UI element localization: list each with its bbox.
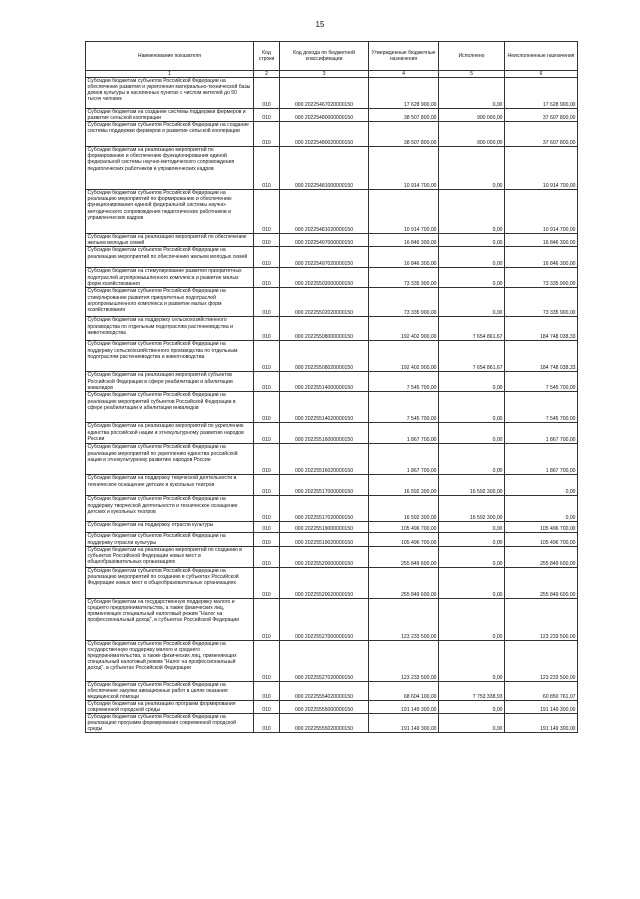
row-executed: 0,00	[439, 190, 505, 234]
row-income-code: 000 20225480000000150	[280, 109, 369, 122]
row-remaining: 184 748 038,33	[505, 317, 578, 341]
row-name: Субсидии бюджетам субъектов Российской Федерации на поддержку сельскохозяйственного производства по отдельным подотраслям растениеводства и животноводства	[86, 341, 254, 372]
row-executed: 0,00	[439, 598, 505, 640]
table-row	[86, 147, 578, 190]
row-line-code: 010	[254, 78, 280, 109]
row-name: Субсидии бюджетам на реализацию мероприятий субъектов Российской Федерации в сфере реабилитации и абилитации инвалидов	[86, 372, 254, 392]
table-row	[86, 268, 578, 288]
row-line-code: 010	[254, 598, 280, 640]
row-name: Субсидии бюджетам на стимулирование развития приоритетных подотраслей агропромышленного комплекса и развитие малых форм хозяйствования	[86, 268, 254, 288]
header-income-code: Код дохода по бюджетной классификации	[280, 42, 369, 71]
row-income-code: 000 20225497020000150	[280, 247, 369, 268]
row-name: Субсидии бюджетам на реализацию мероприятий по укреплению единства российской нации и этнокультурному развитию народов России	[86, 423, 254, 444]
row-income-code: 000 20225519000000150	[280, 522, 369, 533]
row-executed: 7 753 338,93	[439, 681, 505, 700]
row-remaining: 60 850 761,07	[505, 681, 578, 700]
col-number: 1	[86, 71, 254, 78]
row-approved: 16 592 300,00	[369, 475, 439, 496]
row-line-code: 010	[254, 372, 280, 392]
row-line-code: 010	[254, 234, 280, 247]
table-row	[86, 317, 578, 341]
row-income-code: 000 20225517000000150	[280, 475, 369, 496]
row-approved: 105 496 700,00	[369, 522, 439, 533]
row-executed: 16 592 300,00	[439, 475, 505, 496]
row-remaining: 37 607 800,00	[505, 109, 578, 122]
row-executed: 900 000,00	[439, 122, 505, 147]
row-approved: 7 545 700,00	[369, 372, 439, 392]
row-remaining: 1 867 700,00	[505, 444, 578, 475]
table-row	[86, 533, 578, 546]
row-income-code: 000 20225467020000150	[280, 78, 369, 109]
table-row	[86, 423, 578, 444]
row-income-code: 000 20225480020000150	[280, 122, 369, 147]
row-income-code: 000 20225527020000150	[280, 640, 369, 681]
row-line-code: 010	[254, 288, 280, 317]
row-remaining: 191 149 300,00	[505, 714, 578, 733]
row-executed: 0,00	[439, 234, 505, 247]
row-executed: 0,00	[439, 78, 505, 109]
table-row	[86, 109, 578, 122]
header-approved: Утвержденные бюджетные назначения	[369, 42, 439, 71]
row-name: Субсидии бюджетам субъектов Российской Федерации на государственную поддержку малого и среднего предпринимательства, а также физических лиц, применяющих специальный налоговый режим "Налог на профессиональный доход", в субъектах Российской Федерации	[86, 640, 254, 681]
table-row	[86, 714, 578, 733]
row-income-code: 000 20225516020000150	[280, 444, 369, 475]
table-row	[86, 681, 578, 700]
row-approved: 7 545 700,00	[369, 392, 439, 423]
row-executed: 0,00	[439, 567, 505, 598]
row-line-code: 010	[254, 714, 280, 733]
row-income-code: 000 20225502000000150	[280, 268, 369, 288]
table-row	[86, 598, 578, 640]
col-number: 3	[280, 71, 369, 78]
row-approved: 68 604 100,00	[369, 681, 439, 700]
row-income-code: 000 20225481000000150	[280, 147, 369, 190]
row-line-code: 010	[254, 546, 280, 567]
row-remaining: 123 233 500,00	[505, 598, 578, 640]
row-approved: 123 233 500,00	[369, 598, 439, 640]
row-income-code: 000 20225514000000150	[280, 372, 369, 392]
row-line-code: 010	[254, 681, 280, 700]
row-income-code: 000 20225517020000150	[280, 496, 369, 522]
row-remaining: 16 846 300,00	[505, 247, 578, 268]
table-row	[86, 496, 578, 522]
row-remaining: 191 149 300,00	[505, 700, 578, 713]
row-remaining: 105 496 700,00	[505, 533, 578, 546]
col-number: 6	[505, 71, 578, 78]
row-executed: 7 654 861,67	[439, 317, 505, 341]
row-approved: 192 402 900,00	[369, 341, 439, 372]
table-row	[86, 372, 578, 392]
row-executed: 0,00	[439, 372, 505, 392]
row-line-code: 010	[254, 247, 280, 268]
row-executed: 900 000,00	[439, 109, 505, 122]
row-approved: 38 507 800,00	[369, 122, 439, 147]
row-executed: 0,00	[439, 423, 505, 444]
row-income-code: 000 20225497000000150	[280, 234, 369, 247]
row-executed: 0,00	[439, 288, 505, 317]
row-income-code: 000 20225555020000150	[280, 714, 369, 733]
row-name: Субсидии бюджетам субъектов Российской Федерации на создание системы поддержки фермеров и развитие сельской кооперации	[86, 122, 254, 147]
row-line-code: 010	[254, 700, 280, 713]
row-executed: 0,00	[439, 147, 505, 190]
row-name: Субсидии бюджетам субъектов Российской Федерации на реализацию мероприятий по обеспечению жильем молодых семей	[86, 247, 254, 268]
row-name: Субсидии бюджетам субъектов Российской Федерации на обеспечение закупки авиационных работ в целях оказания медицинской помощи	[86, 681, 254, 700]
col-number: 4	[369, 71, 439, 78]
row-remaining: 73 335 900,00	[505, 288, 578, 317]
row-line-code: 010	[254, 109, 280, 122]
row-remaining: 7 545 700,00	[505, 372, 578, 392]
row-remaining: 0,00	[505, 496, 578, 522]
col-number: 5	[439, 71, 505, 78]
row-income-code: 000 20225481020000150	[280, 190, 369, 234]
table-row	[86, 78, 578, 109]
row-approved: 73 335 900,00	[369, 268, 439, 288]
row-income-code: 000 20225516000000150	[280, 423, 369, 444]
row-name: Субсидии бюджетам субъектов Российской Федерации на поддержку творческой деятельности и техническое оснащение детских и кукольных театров	[86, 496, 254, 522]
row-remaining: 1 867 700,00	[505, 423, 578, 444]
table-row	[86, 190, 578, 234]
row-income-code: 000 20225502020000150	[280, 288, 369, 317]
row-approved: 16 846 300,00	[369, 247, 439, 268]
row-line-code: 010	[254, 475, 280, 496]
row-approved: 192 402 900,00	[369, 317, 439, 341]
row-line-code: 010	[254, 423, 280, 444]
row-approved: 10 914 700,00	[369, 190, 439, 234]
table-row	[86, 546, 578, 567]
row-line-code: 010	[254, 640, 280, 681]
header-name: Наименование показателя	[86, 42, 254, 71]
row-line-code: 010	[254, 496, 280, 522]
row-line-code: 010	[254, 268, 280, 288]
row-name: Субсидии бюджетам субъектов Российской Федерации на реализацию мероприятий по укреплению единства российской нации и этнокультурному развитию народов России	[86, 444, 254, 475]
row-income-code: 000 20225555000000150	[280, 700, 369, 713]
row-name: Субсидии бюджетам на поддержку отрасли культуры	[86, 522, 254, 533]
table-row	[86, 522, 578, 533]
row-approved: 105 496 700,00	[369, 533, 439, 546]
row-remaining: 0,00	[505, 475, 578, 496]
row-income-code: 000 20225520020000150	[280, 567, 369, 598]
table-row	[86, 392, 578, 423]
row-line-code: 010	[254, 122, 280, 147]
row-name: Субсидии бюджетам на поддержку творческой деятельности и техническое оснащение детских и кукольных театров	[86, 475, 254, 496]
row-line-code: 010	[254, 341, 280, 372]
row-income-code: 000 20225554020000150	[280, 681, 369, 700]
row-name: Субсидии бюджетам субъектов Российской Федерации на реализацию мероприятий по созданию в субъектах Российской Федерации новых мест в общеобразовательных организациях	[86, 567, 254, 598]
row-line-code: 010	[254, 533, 280, 546]
row-name: Субсидии бюджетам на реализацию мероприятий по формированию и обеспечению функционирования единой федеральной системы научно-методического сопровождения педагогических работников и управленческих кадров	[86, 147, 254, 190]
row-approved: 1 867 700,00	[369, 444, 439, 475]
table-row	[86, 247, 578, 268]
row-line-code: 010	[254, 317, 280, 341]
row-name: Субсидии бюджетам субъектов Российской Федерации на стимулирование развития приоритетных подотраслей агропромышленного комплекса и развитие малых форм хозяйствования	[86, 288, 254, 317]
row-remaining: 10 914 700,00	[505, 147, 578, 190]
page-number: 15	[315, 20, 325, 29]
column-number-row	[86, 71, 578, 78]
row-name: Субсидии бюджетам на реализацию мероприятий по обеспечению жильем молодых семей	[86, 234, 254, 247]
row-remaining: 10 914 700,00	[505, 190, 578, 234]
row-executed: 0,00	[439, 714, 505, 733]
row-name: Субсидии бюджетам на государственную поддержку малого и среднего предпринимательства, а также физических лиц, применяющих специальный налоговый режим "Налог на профессиональный доход", в субъектах Российской Федерации	[86, 598, 254, 640]
row-income-code: 000 20225508020000150	[280, 341, 369, 372]
row-name: Субсидии бюджетам на поддержку сельскохозяйственного производства по отдельным подотраслям растениеводства и животноводства	[86, 317, 254, 341]
row-line-code: 010	[254, 190, 280, 234]
budget-table	[85, 41, 578, 733]
row-remaining: 73 335 900,00	[505, 268, 578, 288]
row-approved: 16 846 300,00	[369, 234, 439, 247]
row-remaining: 105 496 700,00	[505, 522, 578, 533]
row-income-code: 000 20225519020000150	[280, 533, 369, 546]
row-line-code: 010	[254, 522, 280, 533]
row-approved: 255 849 600,00	[369, 546, 439, 567]
table-row	[86, 234, 578, 247]
row-name: Субсидии бюджетам субъектов Российской Федерации на реализацию мероприятий субъектов Российской Федерации в сфере реабилитации и абилитации инвалидов	[86, 392, 254, 423]
row-name: Субсидии бюджетам субъектов Российской Федерации на реализацию программ формирования современной городской среды	[86, 714, 254, 733]
row-remaining: 16 846 300,00	[505, 234, 578, 247]
row-remaining: 255 849 600,00	[505, 567, 578, 598]
row-executed: 0,00	[439, 640, 505, 681]
row-approved: 73 335 900,00	[369, 288, 439, 317]
row-executed: 0,00	[439, 700, 505, 713]
row-executed: 0,00	[439, 444, 505, 475]
row-income-code: 000 20225508000000150	[280, 317, 369, 341]
table-row	[86, 700, 578, 713]
row-executed: 0,00	[439, 247, 505, 268]
row-approved: 255 849 600,00	[369, 567, 439, 598]
row-remaining: 7 545 700,00	[505, 392, 578, 423]
row-income-code: 000 20225514020000150	[280, 392, 369, 423]
row-name: Субсидии бюджетам на реализацию мероприятий по созданию в субъектах Российской Федерации новых мест в общеобразовательных организациях	[86, 546, 254, 567]
row-line-code: 010	[254, 392, 280, 423]
row-name: Субсидии бюджетам субъектов Российской Федерации на реализацию мероприятий по формированию и обеспечению функционирования единой федеральной системы научно-методического сопровождения педагогических работников и управленческих кадров	[86, 190, 254, 234]
row-remaining: 184 748 038,33	[505, 341, 578, 372]
header-row	[86, 42, 578, 71]
row-remaining: 123 233 500,00	[505, 640, 578, 681]
row-executed: 0,00	[439, 392, 505, 423]
row-name: Субсидии бюджетам субъектов Российской Федерации на обеспечение развития и укрепления материально-технической базы домов культуры в населенных пунктах с числом жителей до 50 тысяч человек	[86, 78, 254, 109]
row-approved: 1 867 700,00	[369, 423, 439, 444]
row-income-code: 000 20225520000000150	[280, 546, 369, 567]
col-number: 2	[254, 71, 280, 78]
table-row	[86, 288, 578, 317]
table-row	[86, 122, 578, 147]
row-name: Субсидии бюджетам на создание системы поддержки фермеров и развитие сельской кооперации	[86, 109, 254, 122]
row-line-code: 010	[254, 567, 280, 598]
row-remaining: 37 607 800,00	[505, 122, 578, 147]
row-approved: 38 507 800,00	[369, 109, 439, 122]
row-executed: 16 592 300,00	[439, 496, 505, 522]
row-line-code: 010	[254, 147, 280, 190]
header-executed: Исполнено	[439, 42, 505, 71]
row-approved: 123 233 500,00	[369, 640, 439, 681]
row-approved: 16 592 300,00	[369, 496, 439, 522]
row-executed: 0,00	[439, 522, 505, 533]
row-executed: 0,00	[439, 268, 505, 288]
table-row	[86, 567, 578, 598]
table-row	[86, 341, 578, 372]
header-remaining: Неисполненные назначения	[505, 42, 578, 71]
table-row	[86, 444, 578, 475]
header-line-code: Код строки	[254, 42, 280, 71]
row-income-code: 000 20225527000000150	[280, 598, 369, 640]
row-name: Субсидии бюджетам на реализацию программ формирования современной городской среды	[86, 700, 254, 713]
row-name: Субсидии бюджетам субъектов Российской Федерации на поддержку отрасли культуры	[86, 533, 254, 546]
row-approved: 17 628 900,00	[369, 78, 439, 109]
row-remaining: 17 628 900,00	[505, 78, 578, 109]
row-approved: 191 149 300,00	[369, 700, 439, 713]
row-line-code: 010	[254, 444, 280, 475]
table-row	[86, 475, 578, 496]
row-executed: 0,00	[439, 533, 505, 546]
row-remaining: 255 849 600,00	[505, 546, 578, 567]
row-executed: 0,00	[439, 546, 505, 567]
table-row	[86, 640, 578, 681]
row-executed: 7 654 861,67	[439, 341, 505, 372]
row-approved: 10 914 700,00	[369, 147, 439, 190]
row-approved: 191 149 300,00	[369, 714, 439, 733]
